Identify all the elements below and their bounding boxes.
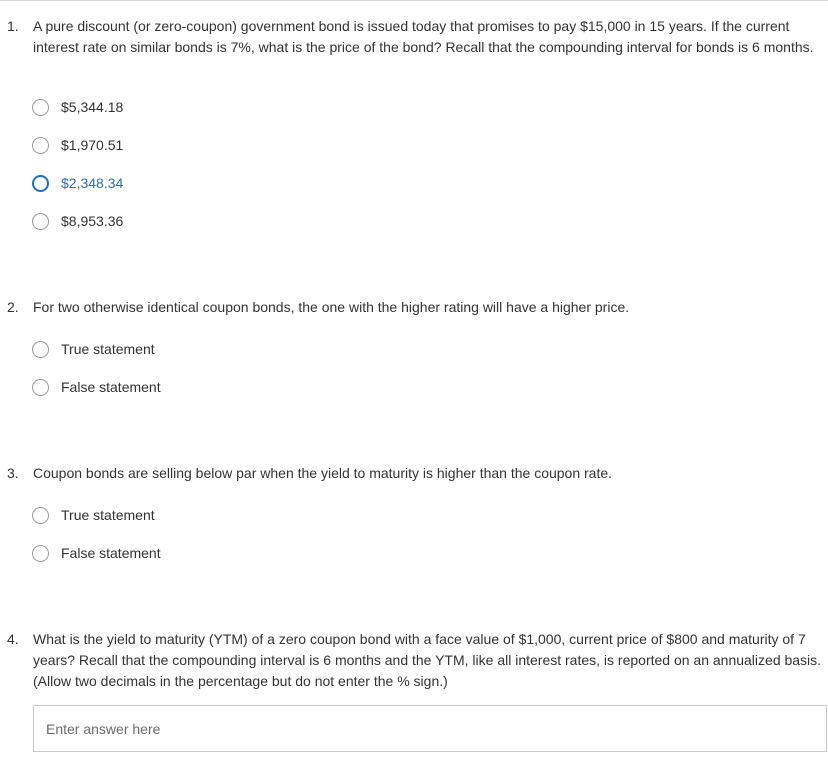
question-text: For two otherwise identical coupon bonds, the one with the higher rating will have a higher price. (33, 299, 630, 315)
q2-option-true[interactable] (32, 338, 155, 360)
q1-option-1[interactable] (32, 96, 123, 118)
option-label: True statement (61, 341, 155, 357)
radio-button[interactable] (32, 545, 49, 562)
radio-button[interactable] (32, 213, 49, 230)
answer-input[interactable] (33, 705, 827, 752)
radio-button[interactable] (32, 99, 49, 116)
q3-option-true[interactable] (32, 504, 155, 526)
option-label: False statement (61, 545, 161, 561)
q2-option-false[interactable] (32, 376, 161, 398)
radio-button-selected[interactable] (32, 175, 49, 192)
option-label: $8,953.36 (61, 213, 124, 229)
q3-option-false[interactable] (32, 542, 161, 564)
radio-button[interactable] (32, 379, 49, 396)
question-number: 2. (7, 299, 19, 315)
q1-option-2[interactable] (32, 134, 123, 156)
radio-button[interactable] (32, 137, 49, 154)
option-label: $1,970.51 (61, 137, 124, 153)
q1-option-4[interactable] (32, 210, 123, 232)
question-text: Coupon bonds are selling below par when the yield to maturity is higher than the coupon rate. (33, 465, 613, 481)
question-text: What is the yield to maturity (YTM) of a zero coupon bond with a face value of $1,000, current price of $800 and maturity of 7 years? Recall that the compounding interval is 6 months and the YTM, like all interest rates, is reported on an annualized basis. (Allow two decimals in the percentage but do not enter the % sign.) (33, 631, 822, 689)
radio-button[interactable] (32, 507, 49, 524)
option-label: False statement (61, 379, 161, 395)
q1-option-3[interactable] (32, 172, 123, 194)
top-divider (0, 0, 828, 1)
question-number: 4. (7, 631, 19, 647)
option-label: $5,344.18 (61, 99, 124, 115)
question-number: 1. (7, 18, 19, 34)
option-label: $2,348.34 (61, 175, 124, 191)
question-number: 3. (7, 465, 19, 481)
question-text: A pure discount (or zero-coupon) government bond is issued today that promises to pay $15,000 in 15 years. If the current interest rate on similar bonds is 7%, what is the price of the bond? Recall that the compounding interval for bonds is 6 months. (33, 18, 814, 55)
option-label: True statement (61, 507, 155, 523)
radio-button[interactable] (32, 341, 49, 358)
